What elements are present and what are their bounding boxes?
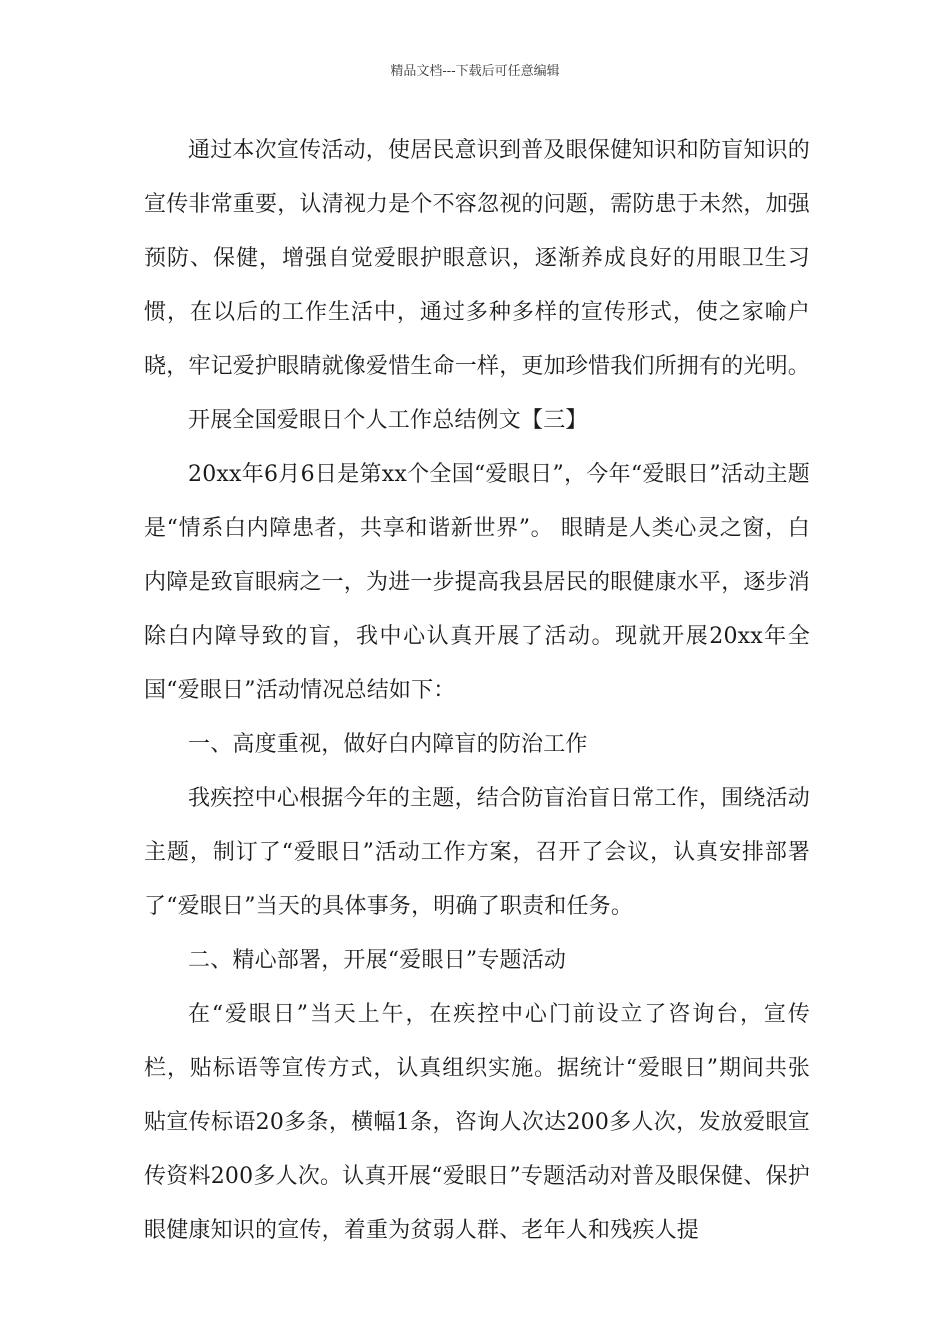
page-header: 精品文档---下载后可任意编辑 xyxy=(390,64,560,79)
paragraph-part-two: 在“爱眼日”当天上午，在疾控中心门前设立了咨询台，宣传栏，贴标语等宣传方式，认真组织实施。据统计“爱眼日”期间共张贴宣传标语20多条，横幅1条，咨询人次达200多人次，发放爱眼宣传资料200多人次。认真开展“爱眼日”专题活动对普及眼保健、保护眼健康知识的宣传，着重为贫弱人群、老年人和残疾人提 xyxy=(144,1002,810,1243)
heading-part-one: 一、高度重视，做好白内障盲的防治工作 xyxy=(188,732,588,757)
document-body xyxy=(144,124,810,1258)
section-title: 开展全国爱眼日个人工作总结例文【三】 xyxy=(188,408,588,433)
paragraph-conclusion: 通过本次宣传活动，使居民意识到普及眼保健知识和防盲知识的宣传非常重要，认清视力是个不容忽视的问题，需防患于未然，加强预防、保健，增强自觉爱眼护眼意识，逐渐养成良好的用眼卫生习惯，在以后的工作生活中，通过多种多样的宣传形式，使之家喻户晓，牢记爱护眼睛就像爱惜生命一样，更加珍惜我们所拥有的光明。 xyxy=(144,138,811,379)
paragraph-part-one: 我疾控中心根据今年的主题，结合防盲治盲日常工作，围绕活动主题，制订了“爱眼日”活动工作方案，召开了会议，认真安排部署了“爱眼日”当天的具体事务，明确了职责和任务。 xyxy=(144,786,810,919)
heading-part-two: 二、精心部署，开展“爱眼日”专题活动 xyxy=(188,948,567,973)
paragraph-intro: 20xx年6月6日是第xx个全国“爱眼日”，今年“爱眼日”活动主题是“情系白内障患者，共享和谐新世界”。 眼睛是人类心灵之窗，白内障是致盲眼病之一，为进一步提高我县居民的眼健康水平，逐步消除白内障导致的盲，我中心认真开展了活动。现就开展20xx年全国“爱眼日”活动情况总结如下： xyxy=(144,462,811,703)
